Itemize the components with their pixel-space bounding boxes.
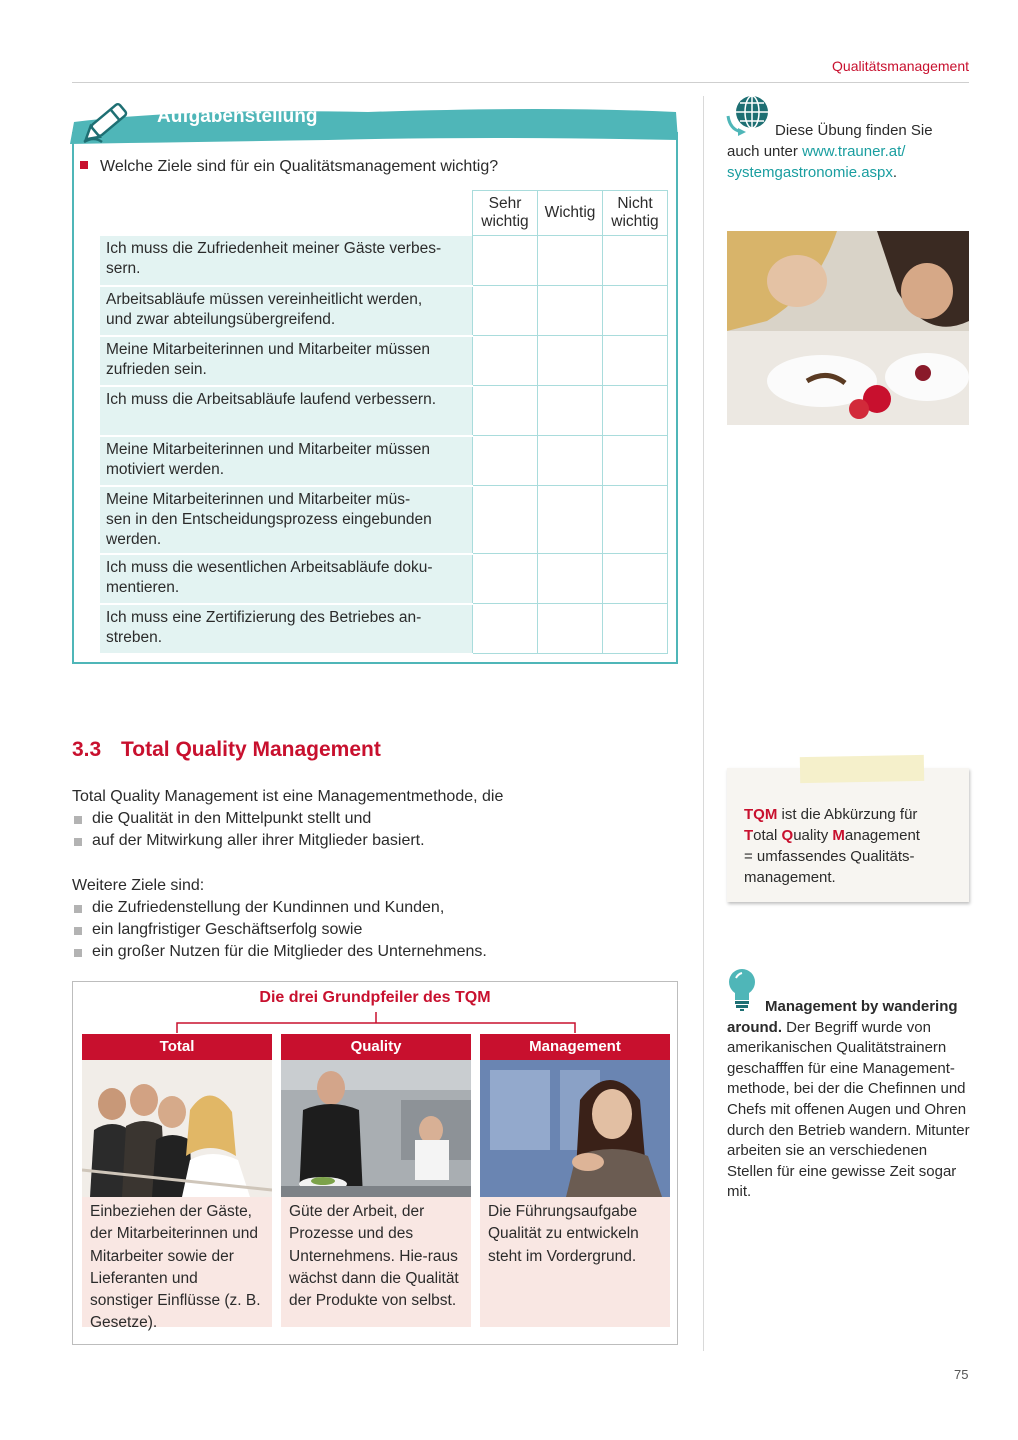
goal-statement: Meine Mitarbeiterinnen und Mitarbeiter müssen motiviert werden.	[100, 436, 473, 486]
rating-cell[interactable]	[603, 554, 668, 604]
rating-cell[interactable]	[538, 336, 603, 386]
task-banner-label: Aufgabenstellung	[157, 106, 318, 127]
table-row	[100, 236, 668, 286]
kitchen-photo	[281, 1060, 471, 1197]
list-item: die Zufriedenstellung der Kundinnen und Kunden,	[72, 897, 487, 919]
table-row	[100, 436, 668, 486]
section-intro: Total Quality Management ist eine Managementmethode, die	[72, 788, 504, 805]
pillars-connector	[176, 1012, 576, 1034]
rating-cell[interactable]	[538, 436, 603, 486]
table-row	[100, 386, 668, 436]
goal-statement: Arbeitsabläufe müssen vereinheitlicht werden, und zwar abteilungsübergreifend.	[100, 286, 473, 336]
pillar-description: Die Führungsaufgabe Qualität zu entwickeln steht im Vordergrund.	[480, 1197, 670, 1327]
rating-cell[interactable]	[473, 286, 538, 336]
section-number: 3.3	[72, 738, 102, 761]
column-header: Nicht wichtig	[603, 191, 668, 236]
pillar-quality	[281, 1034, 471, 1327]
rating-cell[interactable]	[603, 486, 668, 554]
pillars-title: Die drei Grundpfeiler des TQM	[259, 989, 491, 1006]
list-item: auf der Mitwirkung aller ihrer Mitglieder basiert.	[72, 830, 425, 852]
rating-cell[interactable]	[538, 286, 603, 336]
rating-cell[interactable]	[473, 336, 538, 386]
rating-cell[interactable]	[603, 286, 668, 336]
goal-statement: Ich muss die Zufriedenheit meiner Gäste verbes- sern.	[100, 236, 473, 286]
pillar-description: Güte der Arbeit, der Prozesse und des Unternehmens. Hie-raus wächst dann die Qualität der Produkte von selbst.	[281, 1197, 471, 1327]
pillar-label: Management	[480, 1034, 670, 1060]
rating-cell[interactable]	[473, 386, 538, 436]
list-item: die Qualität in den Mittelpunkt stellt und	[72, 808, 425, 830]
rating-cell[interactable]	[603, 436, 668, 486]
rating-cell[interactable]	[603, 336, 668, 386]
rating-cell[interactable]	[538, 486, 603, 554]
tape-decoration	[800, 755, 924, 783]
running-header: Qualitätsmanagement	[832, 58, 969, 74]
rating-table	[100, 190, 668, 655]
pillar-label: Total	[82, 1034, 272, 1060]
dining-couple-photo	[727, 231, 969, 425]
list-item: ein langfristiger Geschäftserfolg sowie	[72, 919, 487, 941]
rating-cell[interactable]	[473, 604, 538, 654]
goal-statement: Meine Mitarbeiterinnen und Mitarbeiter müssen zufrieden sein.	[100, 336, 473, 386]
pen-icon	[80, 96, 136, 148]
bullet-square-icon	[80, 161, 88, 169]
goals-bullet-list	[72, 897, 487, 963]
section-title: Total Quality Management	[121, 738, 381, 761]
table-row	[100, 486, 668, 554]
pillar-description: Einbeziehen der Gäste, der Mitarbeiterinnen und Mitarbeiter sowie der Lieferanten und sonstiger Einflüsse (z. B. Gesetze).	[82, 1197, 272, 1327]
pillar-total	[82, 1034, 272, 1332]
tqm-note-text: TQM ist die Abkürzung für Total Quality Management = umfassendes Qualitäts- management.	[744, 806, 920, 886]
table-row	[100, 286, 668, 336]
page-number: 75	[954, 1367, 969, 1382]
pillar-label: Quality	[281, 1034, 471, 1060]
manager-photo	[480, 1060, 670, 1197]
rating-cell[interactable]	[473, 236, 538, 286]
header-divider	[72, 82, 969, 83]
rating-cell[interactable]	[473, 554, 538, 604]
rating-cell[interactable]	[603, 386, 668, 436]
rating-cell[interactable]	[603, 604, 668, 654]
mbwa-note: Management by wandering around. Der Begriff wurde von amerikanischen Qualitätstrainern geschafffen für eine Management-methode, bei der die Chefinnen und Chefs mit offenen Augen und Ohren durch den Betrieb wandern. Mitunter arbeiten sie an verschiedenen Stellen für eine gewisse Zeit sogar mit.	[727, 998, 970, 1201]
column-header: Sehr wichtig	[473, 191, 538, 236]
rating-cell[interactable]	[538, 554, 603, 604]
column-header: Wichtig	[538, 191, 603, 236]
list-item: ein großer Nutzen für die Mitglieder des Unternehmens.	[72, 941, 487, 963]
goal-statement: Ich muss eine Zertifizierung des Betriebes an- streben.	[100, 604, 473, 654]
rating-cell[interactable]	[473, 436, 538, 486]
online-exercise-note: Diese Übung finden Sie auch unter www.trauner.at/ systemgastronomie.aspx.	[727, 122, 933, 181]
sidebar-divider	[703, 96, 704, 1351]
rating-cell[interactable]	[473, 486, 538, 554]
goal-statement: Meine Mitarbeiterinnen und Mitarbeiter müs- sen in den Entscheidungsprozess eingebunden werden.	[100, 486, 473, 554]
goal-statement: Ich muss die Arbeitsabläufe laufend verbessern.	[100, 386, 473, 436]
pillar-management	[480, 1034, 670, 1327]
task-question: Welche Ziele sind für ein Qualitätsmanagement wichtig?	[80, 158, 498, 176]
web-link[interactable]: www.trauner.at/	[802, 143, 906, 160]
rating-cell[interactable]	[538, 386, 603, 436]
table-row	[100, 604, 668, 654]
rating-cell[interactable]	[538, 236, 603, 286]
rating-cell[interactable]	[538, 604, 603, 654]
rating-cell[interactable]	[603, 236, 668, 286]
table-row	[100, 554, 668, 604]
web-link[interactable]: systemgastronomie.aspx	[727, 164, 893, 181]
table-row	[100, 336, 668, 386]
intro-bullet-list	[72, 808, 425, 852]
goals-intro: Weitere Ziele sind:	[72, 877, 205, 894]
goal-statement: Ich muss die wesentlichen Arbeitsabläufe doku- mentieren.	[100, 554, 473, 604]
team-photo	[82, 1060, 272, 1197]
